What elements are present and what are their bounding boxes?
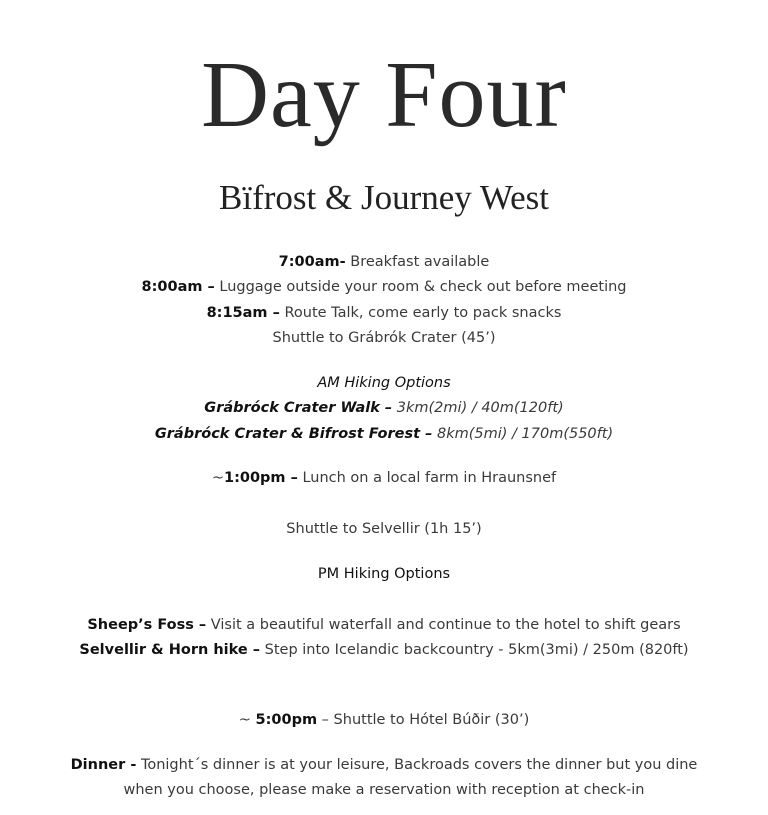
dinner-text-1: Tonight´s dinner is at your leisure, Backroads covers the dinner but you dine <box>136 757 698 773</box>
hike-detail: Step into Icelandic backcountry - 5km(3mi) / 250m (820ft) <box>260 642 689 658</box>
hike-detail: Visit a beautiful waterfall and continue to the hotel to shift gears <box>206 617 681 633</box>
schedule-time: 5:00pm <box>255 712 318 728</box>
schedule-item-breakfast <box>0 251 768 273</box>
page-subtitle: Bïfrost & Journey West <box>219 178 549 217</box>
schedule-text: – Shuttle to Hótel Búðir (30’) <box>317 712 530 728</box>
pm-hike-option-sheeps-foss <box>0 614 768 636</box>
am-hiking-heading-text: AM Hiking Options <box>317 375 451 391</box>
dinner-line-1 <box>0 754 768 776</box>
pm-hike-option-horn-hike <box>0 639 768 661</box>
schedule-time: 1:00pm – <box>223 470 298 486</box>
schedule-text: Lunch on a local farm in Hraunsnef <box>297 470 557 486</box>
am-hike-option-crater-walk <box>0 397 768 419</box>
approx-symbol: ~ <box>238 712 256 728</box>
pm-hiking-heading-text: PM Hiking Options <box>317 566 451 582</box>
hike-detail: 3km(2mi) / 40m(120ft) <box>392 400 564 416</box>
schedule-text: Breakfast available <box>345 254 490 270</box>
shuttle-selvellir: Shuttle to Selvellir (1h 15’) <box>286 521 482 537</box>
am-hiking-heading <box>0 372 768 394</box>
schedule-text: Luggage outside your room & check out before meeting <box>214 279 627 295</box>
pm-hiking-heading <box>0 563 768 585</box>
schedule-item-lunch <box>0 467 768 489</box>
hike-detail: 8km(5mi) / 170m(550ft) <box>432 426 614 442</box>
schedule-text: Route Talk, come early to pack snacks <box>279 305 562 321</box>
schedule-time: 8:15am – <box>206 305 280 321</box>
schedule-time: 8:00am – <box>141 279 215 295</box>
am-hike-option-crater-forest <box>0 423 768 445</box>
schedule-time: 7:00am- <box>278 254 346 270</box>
approx-symbol: ~ <box>211 470 224 486</box>
page-title: Day Four <box>201 43 567 147</box>
dinner-label: Dinner - <box>70 757 137 773</box>
dinner-line-2: when you choose, please make a reservation with reception at check-in <box>123 782 645 798</box>
schedule-item-luggage <box>0 276 768 298</box>
hike-name: Grábróck Crater & Bifrost Forest – <box>154 426 433 442</box>
schedule-item-route-talk <box>0 302 768 324</box>
hike-name: Sheep’s Foss – <box>87 617 207 633</box>
schedule-item-evening-shuttle <box>0 709 768 731</box>
shuttle-grabrok: Shuttle to Grábrók Crater (45’) <box>272 330 496 346</box>
hike-name: Grábróck Crater Walk – <box>204 400 393 416</box>
hike-name: Selvellir & Horn hike – <box>79 642 261 658</box>
